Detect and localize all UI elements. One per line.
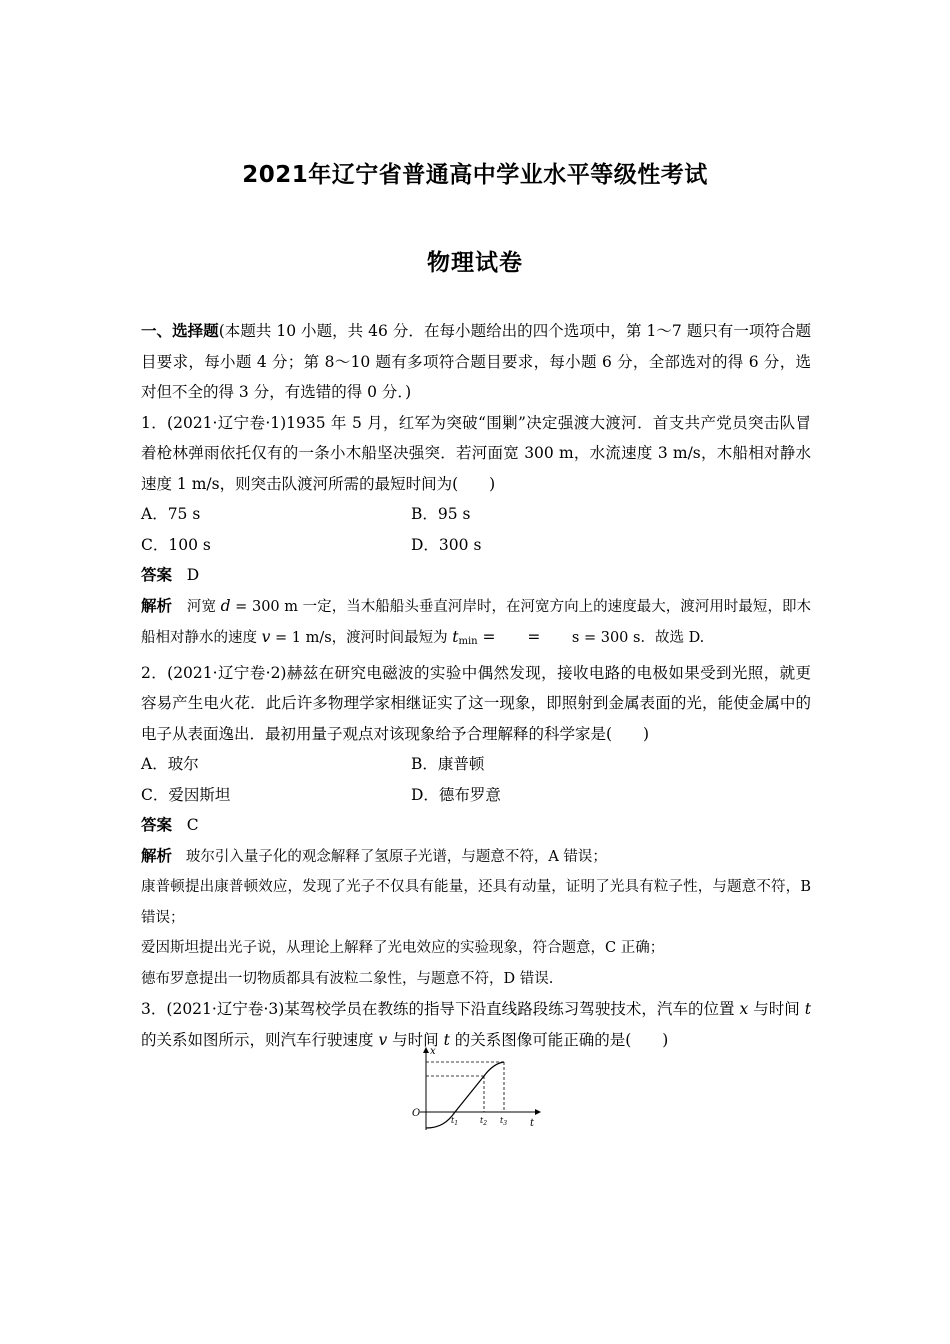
analysis-label: 解析 [141,846,173,865]
exam-title: 2021年辽宁省普通高中学业水平等级性考试 [242,162,708,188]
exam-content [141,316,811,1055]
question-2-analysis-line-1: 玻尔引入量子化的观念解释了氢原子光谱，与题意不符，A 错误； [185,848,607,865]
question-2-options-row-1 [141,749,811,780]
question-2-analysis-line-2: 康普顿提出康普顿效应，发现了光子不仅具有能量，还具有动量，证明了光具有粒子性，与题意不符，B 错误； [141,879,811,926]
answer-label: 答案 [141,816,173,834]
question-1-option-d: D．300 s [411,535,482,554]
x-t-curve [426,1062,504,1128]
origin-label: O [412,1108,421,1119]
section-instructions [141,316,811,408]
question-2-options-row-2 [141,780,811,811]
question-2-analysis [141,841,811,873]
tick-t2: $t_2$ [480,1116,488,1127]
y-axis-label: x [430,1046,436,1057]
question-1-option-b: B．95 s [411,505,471,523]
question-1-analysis: 解析 河宽 d = 300 m 一定，当木船船头垂直河岸时，在河宽方向上的速度最大，渡河用时最短，即木船相对静水的速度 v = 1 m/s，渡河时间最短为 $t_{min}$ = = s = 300 s．故选 D. [141,596,811,647]
answer-label: 答案 [141,566,173,584]
question-2-option-d: D．德布罗意 [411,785,501,804]
question-2-option-c: C．爱因斯坦 [141,785,231,804]
section-heading: 一、选择题 [141,322,219,340]
x-t-graph [410,1044,550,1134]
question-1-answer [141,560,811,591]
question-2-answer [141,810,811,841]
question-2-answer-value: C [186,816,199,834]
question-2-option-b: B．康普顿 [411,755,485,773]
x-axis-label: t [530,1118,535,1129]
question-1-option-c: C．100 s [141,535,211,554]
question-2-analysis-line-3: 爱因斯坦提出光子说，从理论上解释了光电效应的实验现象，符合题意，C 正确； [141,940,665,956]
exam-subtitle: 物理试卷 [427,250,523,276]
question-1-answer-value: D [186,566,200,584]
tick-t3: $t_3$ [500,1116,508,1127]
question-1-option-a: A．75 s [141,505,201,523]
question-1-options-row-2 [141,530,811,561]
position-time-figure [410,1044,550,1138]
tick-t1: $t_1$ [451,1116,459,1127]
question-2-stem: 2．(2021·辽宁卷·2)赫兹在研究电磁波的实验中偶然发现，接收电路的电极如果受到光照，就更容易产生电火花．此后许多物理学家相继证实了这一现象，即照射到金属表面的光，能使金属中的电子从表面逸出．最初用量子观点对该现象给予合理解释的科学家是( ) [141,663,811,743]
question-1-options-row-1 [141,499,811,530]
analysis-label: 解析 [141,596,173,615]
question-2-option-a: A．玻尔 [141,755,199,773]
question-3-stem: 3．(2021·辽宁卷·3)某驾校学员在教练的指导下沿直线路段练习驾驶技术，汽车的位置 x 与时间 t 的关系如图所示，则汽车行驶速度 v 与时间 t 的关系图像可能正确的是( ) [141,1000,811,1049]
question-1-stem: 1．(2021·辽宁卷·1)1935 年 5 月，红军为突破“围剿”决定强渡大渡河．首支共产党员突击队冒着枪林弹雨依托仅有的一条小木船坚决强突．若河面宽 300 m，水流速度 3 m/s，木船相对静水速度 1 m/s，则突击队渡河所需的最短时间为( ) [141,413,811,493]
section-instructions-text: (本题共 10 小题，共 46 分．在每小题给出的四个选项中，第 1～7 题只有一项符合题目要求，每小题 4 分；第 8～10 题有多项符合题目要求，每小题 6 分，全部选对的得 6 分，选对但不全的得 3 分，有选错的得 0 分．) [141,322,811,401]
question-2-analysis-line-4: 德布罗意提出一切物质都具有波粒二象性，与题意不符，D 错误. [141,970,554,987]
